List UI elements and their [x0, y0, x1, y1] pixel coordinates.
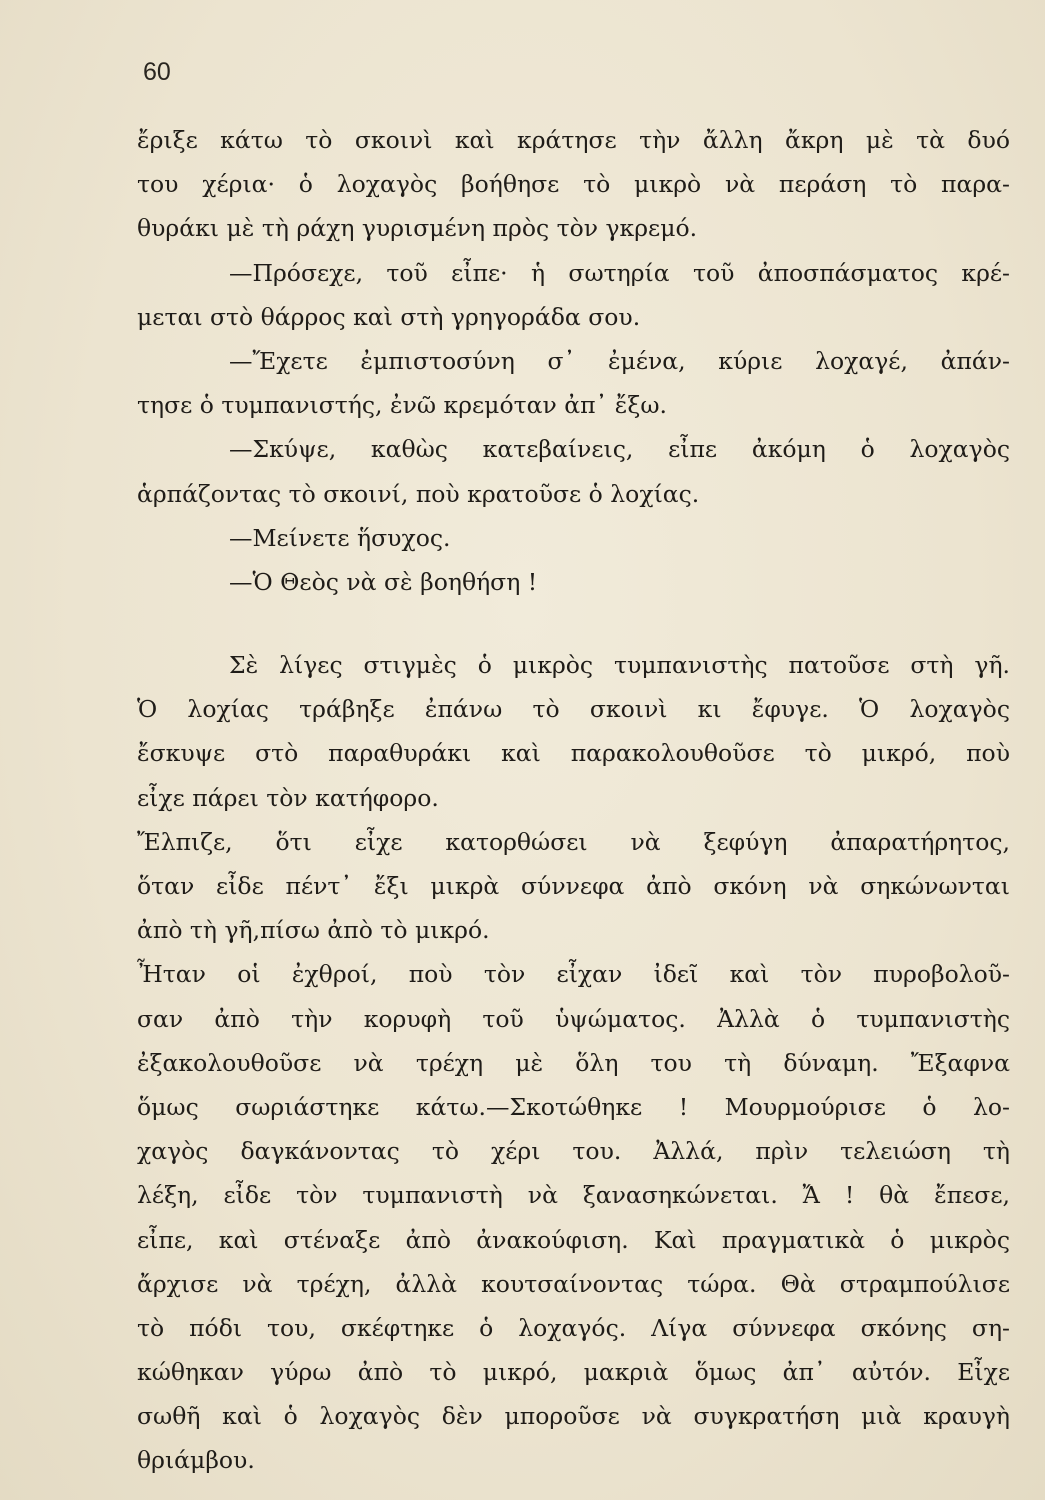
text-line: ὅμως σωριάστηκε κάτω.—Σκοτώθηκε ! Μουρμούρισε ὁ λο-	[137, 1092, 1010, 1121]
text-line: σωθῆ καὶ ὁ λοχαγὸς δὲν μποροῦσε νὰ συγκρατήση μιὰ κραυγὴ	[137, 1402, 1010, 1431]
text-line: χαγὸς δαγκάνοντας τὸ χέρι του. Ἀλλά, πρὶν τελειώση τὴ	[137, 1137, 1010, 1166]
text-line: τὸ πόδι του, σκέφτηκε ὁ λοχαγός. Λίγα σύννεφα σκόνης ση-	[137, 1313, 1010, 1342]
text-line: ἁρπάζοντας τὸ σκοινί, ποὺ κρατοῦσε ὁ λοχίας.	[137, 479, 700, 508]
body-text	[137, 118, 1010, 1483]
text-line: —Ὁ Θεὸς νὰ σὲ βοηθήση !	[229, 567, 538, 596]
text-line: ἐξακολουθοῦσε νὰ τρέχη μὲ ὅλη του τὴ δύναμη. Ἔξαφνα	[137, 1048, 1010, 1077]
text-line: Ὁ λοχίας τράβηξε ἐπάνω τὸ σκοινὶ κι ἔφυγε. Ὁ λοχαγὸς	[137, 695, 1010, 724]
text-line: —Μείνετε ἥσυχος.	[229, 523, 451, 552]
page-number: 60	[143, 58, 171, 86]
text-line: ἔριξε κάτω τὸ σκοινὶ καὶ κράτησε τὴν ἄλλη ἄκρη μὲ τὰ δυό	[137, 126, 1010, 154]
text-line: τησε ὁ τυμπανιστής, ἐνῶ κρεμόταν ἀπ᾽ ἔξω.	[137, 391, 667, 420]
text-line: ἔσκυψε στὸ παραθυράκι καὶ παρακολουθοῦσε τὸ μικρό, ποὺ	[137, 739, 1010, 768]
text-line: —Σκύψε, καθὼς κατεβαίνεις, εἶπε ἀκόμη ὁ λοχαγὸς	[229, 435, 1010, 464]
text-line: εἶχε πάρει τὸν κατήφορο.	[137, 783, 439, 812]
text-line: Ἦταν οἱ ἐχθροί, ποὺ τὸν εἶχαν ἰδεῖ καὶ τὸν πυροβολοῦ-	[137, 960, 1010, 989]
text-line: ὅταν εἶδε πέντ᾽ ἔξι μικρὰ σύννεφα ἀπὸ σκόνη νὰ σηκώνωνται	[137, 872, 1010, 900]
text-line: θριάμβου.	[137, 1446, 255, 1475]
text-line: —Πρόσεχε, τοῦ εἶπε· ἡ σωτηρία τοῦ ἀποσπάσματος κρέ-	[229, 258, 1010, 287]
text-line: μεται στὸ θάρρος καὶ στὴ γρηγοράδα σου.	[137, 302, 641, 331]
text-line: ἀπὸ τὴ γῆ,πίσω ἀπὸ τὸ μικρό.	[137, 916, 490, 945]
paragraph-gap	[137, 604, 1010, 643]
text-line: κώθηκαν γύρω ἀπὸ τὸ μικρό, μακριὰ ὅμως ἀπ᾽ αὐτόν. Εἶχε	[137, 1358, 1010, 1387]
text-line: του χέρια· ὁ λοχαγὸς βοήθησε τὸ μικρὸ νὰ περάση τὸ παρα-	[137, 170, 1010, 199]
text-line: Σὲ λίγες στιγμὲς ὁ μικρὸς τυμπανιστὴς πατοῦσε στὴ γῆ.	[229, 651, 1010, 680]
text-line: Ἔλπιζε, ὅτι εἶχε κατορθώσει νὰ ξεφύγη ἀπαρατήρητος,	[137, 827, 1010, 856]
text-line: λέξη, εἶδε τὸν τυμπανιστὴ νὰ ξανασηκώνεται. Ἄ ! θὰ ἔπεσε,	[137, 1181, 1010, 1210]
text-line: σαν ἀπὸ τὴν κορυφὴ τοῦ ὑψώματος. Ἀλλὰ ὁ τυμπανιστὴς	[137, 1004, 1010, 1033]
text-line: ἄρχισε νὰ τρέχη, ἀλλὰ κουτσαίνοντας τώρα. Θὰ στραμπούλισε	[137, 1269, 1010, 1298]
text-line: θυράκι μὲ τὴ ράχη γυρισμένη πρὸς τὸν γκρεμό.	[137, 214, 698, 243]
text-line: —Ἔχετε ἐμπιστοσύνη σ᾽ ἐμένα, κύριε λοχαγέ, ἀπάν-	[229, 346, 1010, 375]
text-line: εἶπε, καὶ στέναξε ἀπὸ ἀνακούφιση. Καὶ πραγματικὰ ὁ μικρὸς	[137, 1225, 1010, 1254]
